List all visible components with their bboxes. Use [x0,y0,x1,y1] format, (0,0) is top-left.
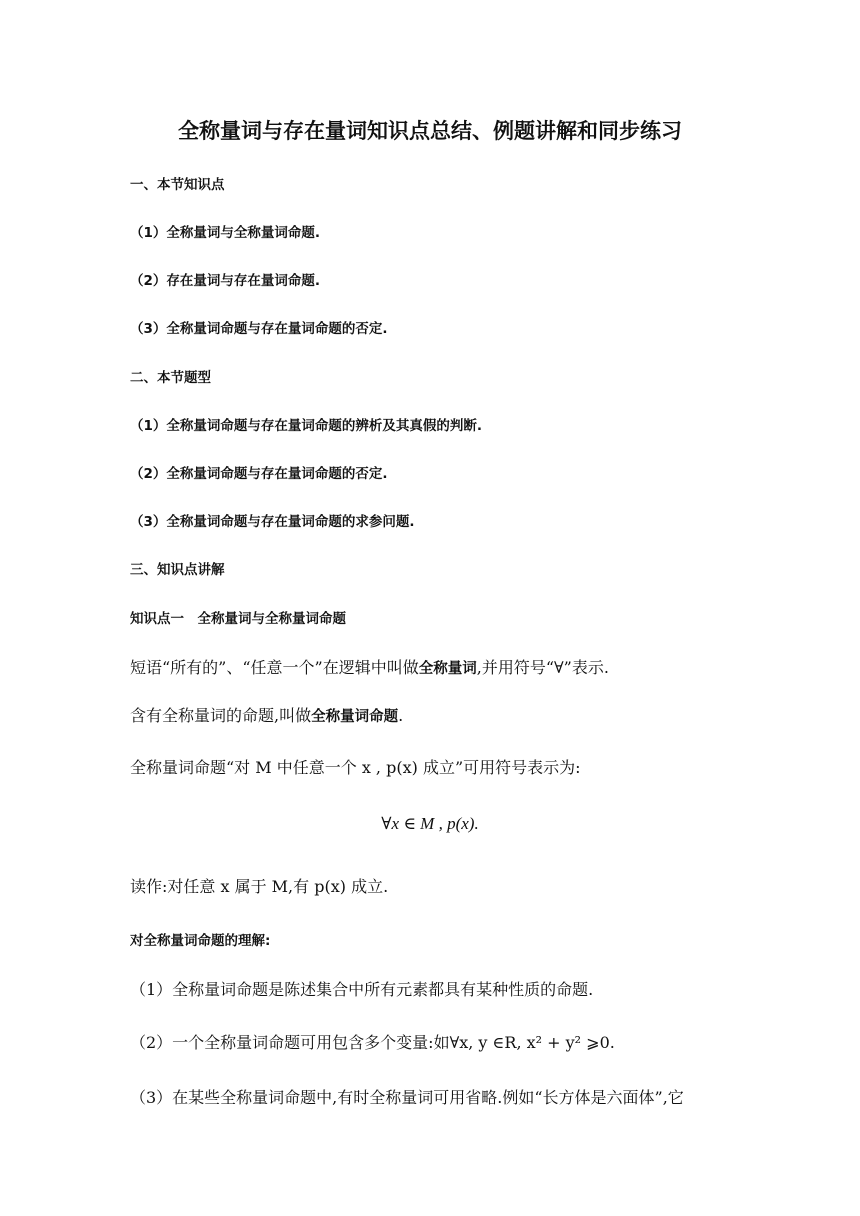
understanding-item-3: （3）在某些全称量词命题中,有时全称量词可用省略.例如“长方体是六面体”,它 [130,1088,684,1107]
paragraph-universal-proposition [130,703,403,726]
understanding-item-1: （1）全称量词命题是陈述集合中所有元素都具有某种性质的命题. [130,980,594,999]
section-1-item-2: （2）存在量词与存在量词命题. [130,273,321,289]
understanding-item-2: （2）一个全称量词命题可用包含多个变量:如∀x, y ∈R, x² + y² ⩾0. [130,1033,615,1052]
page-title: 全称量词与存在量词知识点总结、例题讲解和同步练习 [178,119,682,143]
paragraph-universal-quantifier [130,655,609,678]
section-1-heading: 一、本节知识点 [130,177,225,193]
paragraph-text: ,并用符号“∀”表示. [476,658,609,677]
formula-universal: ∀x ∈ M , p(x). [381,814,479,833]
section-3-heading: 三、知识点讲解 [130,562,225,578]
keyword-universal-quantifier: 全称量词 [418,661,477,677]
section-1-item-3: （3）全称量词命题与存在量词命题的否定. [130,321,388,337]
understanding-heading: 对全称量词命题的理解: [130,933,271,949]
section-2-item-3: （3）全称量词命题与存在量词命题的求参问题. [130,514,415,530]
knowledge-point-1-heading: 知识点一 全称量词与全称量词命题 [130,611,346,627]
section-1-item-1: （1）全称量词与全称量词命题. [130,225,321,241]
paragraph-text: 短语“所有的”、“任意一个”在逻辑中叫做 [130,658,419,677]
section-2-item-1: （1）全称量词命题与存在量词命题的辨析及其真假的判断. [130,418,483,434]
paragraph-reading: 读作:对任意 x 属于 M,有 p(x) 成立. [130,877,389,896]
paragraph-text: 含有全称量词的命题,叫做 [130,706,312,725]
keyword-universal-proposition: 全称量词命题 [311,709,399,725]
paragraph-text: . [398,706,404,725]
section-2-heading: 二、本节题型 [130,370,211,386]
paragraph-symbolic-form: 全称量词命题“对 M 中任意一个 x , p(x) 成立”可用符号表示为: [130,758,581,777]
section-2-item-2: （2）全称量词命题与存在量词命题的否定. [130,466,388,482]
